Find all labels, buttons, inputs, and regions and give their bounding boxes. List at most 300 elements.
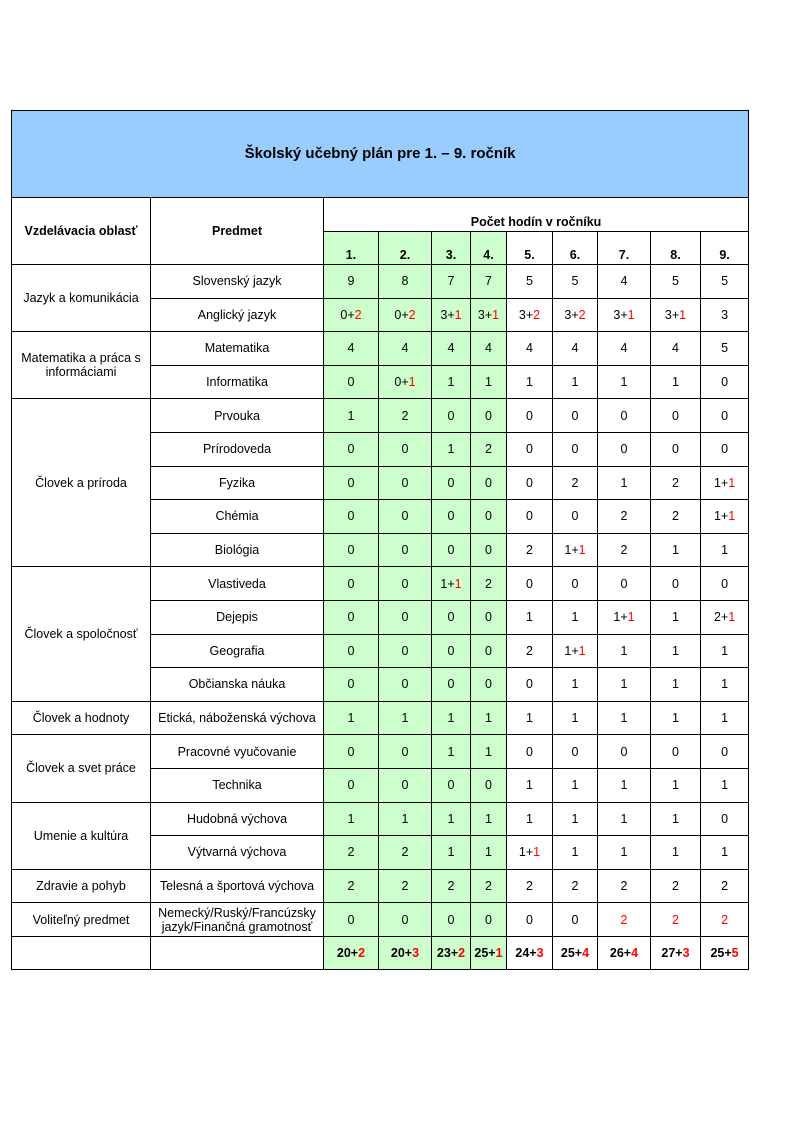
hours-cell: [507, 836, 553, 870]
hours-cell: [701, 298, 749, 332]
hours-cell: [432, 533, 471, 567]
hours-cell: [379, 567, 432, 601]
hours-cell: [432, 432, 471, 466]
hours-extra: 1: [728, 610, 736, 625]
hours-cell: [553, 399, 598, 433]
hours-base: 1: [672, 643, 679, 658]
subject-cell: Dejepis: [151, 600, 324, 634]
hours-base: 0: [447, 610, 455, 625]
hours-base: 1: [447, 811, 455, 826]
hours-base: 0+: [394, 375, 409, 390]
hours-extra: 1: [454, 307, 462, 322]
hours-base: 0: [447, 778, 455, 793]
hours-extra: 1: [492, 307, 500, 322]
grade-header: 7.: [598, 232, 651, 265]
hours-cell: [432, 298, 471, 332]
subject-cell: Výtvarná výchova: [151, 836, 324, 870]
hours-cell: [553, 735, 598, 769]
hours-cell: [598, 567, 651, 601]
hours-cell: [471, 600, 507, 634]
hours-extra: 1: [728, 475, 736, 490]
hours-base: 0: [721, 744, 729, 759]
hours-base: 0: [485, 610, 492, 625]
hours-base: 1: [485, 744, 492, 759]
hours-base: 4: [347, 341, 355, 356]
subject-cell: Prírodoveda: [151, 432, 324, 466]
hours-cell: [379, 634, 432, 668]
hours-extra: 1: [578, 643, 586, 658]
hours-base: 0: [526, 509, 533, 524]
hours-cell: [379, 399, 432, 433]
hours-base: 0: [447, 643, 455, 658]
hours-cell: [432, 399, 471, 433]
hours-cell: [553, 365, 598, 399]
hours-cell: [553, 466, 598, 500]
hours-extra: 4: [582, 946, 590, 961]
hours-cell: [651, 634, 701, 668]
subject-cell: Vlastiveda: [151, 567, 324, 601]
hours-cell: [701, 265, 749, 299]
hours-base: 0: [347, 543, 355, 558]
hours-cell: [471, 365, 507, 399]
hours-cell: [553, 802, 598, 836]
table-row: [12, 332, 749, 366]
hours-base: 0: [721, 408, 729, 423]
hours-base: 0: [526, 576, 533, 591]
hours-cell: [471, 533, 507, 567]
hours-base: 4: [620, 341, 628, 356]
hours-cell: [701, 634, 749, 668]
hours-base: 0: [526, 744, 533, 759]
hours-base: 2: [447, 878, 455, 893]
hours-base: 1: [485, 845, 492, 860]
hours-base: 0: [347, 677, 355, 692]
hours-base: 0: [571, 744, 579, 759]
hours-base: 2: [401, 408, 409, 423]
table-row: [12, 903, 749, 937]
hours-base: 1: [620, 845, 628, 860]
hours-cell: [553, 265, 598, 299]
hours-extra: 1: [728, 509, 736, 524]
hours-cell: [553, 668, 598, 702]
hours-base: 2: [526, 878, 533, 893]
hours-base: 1: [672, 845, 679, 860]
hours-base: 0: [401, 442, 409, 457]
hours-cell: [651, 668, 701, 702]
hours-base: 0: [447, 408, 455, 423]
hours-cell: [324, 500, 379, 534]
hours-base: 5: [672, 274, 679, 289]
hours-base: 1: [571, 811, 579, 826]
total-cell: [553, 936, 598, 970]
area-cell: Človek a hodnoty: [12, 701, 151, 735]
area-cell: Umenie a kultúra: [12, 802, 151, 869]
hours-base: 1: [721, 543, 729, 558]
hours-cell: [324, 802, 379, 836]
hours-base: 1: [347, 811, 355, 826]
hours-cell: [553, 432, 598, 466]
hours-base: 1: [447, 375, 455, 390]
subject-cell: Matematika: [151, 332, 324, 366]
hours-base: 1: [526, 375, 533, 390]
hours-extra: 1: [495, 946, 503, 961]
hours-base: 4: [485, 341, 492, 356]
hours-cell: [379, 265, 432, 299]
subject-cell: Chémia: [151, 500, 324, 534]
subject-cell: Slovenský jazyk: [151, 265, 324, 299]
hours-base: 0: [401, 643, 409, 658]
hours-cell: [651, 735, 701, 769]
hours-base: 0: [347, 643, 355, 658]
hours-cell: [379, 600, 432, 634]
hours-cell: [651, 836, 701, 870]
subject-cell: Prvouka: [151, 399, 324, 433]
hours-base: 1+: [440, 576, 455, 591]
hours-base: 0: [672, 576, 679, 591]
hours-extra: 1: [408, 375, 416, 390]
hours-base: 2: [620, 543, 628, 558]
hours-cell: [379, 298, 432, 332]
hours-cell: [507, 567, 553, 601]
hours-cell: [471, 701, 507, 735]
total-cell: [651, 936, 701, 970]
hours-base: 1: [721, 677, 729, 692]
hours-cell: [598, 668, 651, 702]
hours-base: 1: [347, 408, 355, 423]
hours-base: 0: [485, 643, 492, 658]
hours-cell: [651, 903, 701, 937]
hours-base: 8: [401, 274, 409, 289]
hours-extra: 2: [358, 946, 366, 961]
hours-cell: [432, 600, 471, 634]
hours-cell: [701, 432, 749, 466]
hours-cell: [379, 701, 432, 735]
hours-base: 0: [620, 442, 628, 457]
hours-base: 0: [571, 576, 579, 591]
hours-base: 0: [401, 610, 409, 625]
hours-base: 2: [485, 878, 492, 893]
hours-base: 1: [672, 778, 679, 793]
hours-base: 0: [401, 912, 409, 927]
hours-cell: [471, 500, 507, 534]
hours-base: 1: [447, 711, 455, 726]
hours-cell: [379, 903, 432, 937]
hours-extra: 3: [536, 946, 544, 961]
hours-cell: [701, 332, 749, 366]
hours-cell: [379, 869, 432, 903]
hours-cell: [471, 298, 507, 332]
hours-base: 20+: [336, 946, 359, 961]
grade-header: 3.: [432, 232, 471, 265]
hours-base: 0: [526, 912, 533, 927]
hours-base: 0: [672, 744, 679, 759]
hours-cell: [324, 869, 379, 903]
hours-extra: 1: [627, 610, 635, 625]
hours-base: 23+: [436, 946, 459, 961]
hours-cell: [553, 533, 598, 567]
hours-base: 1+: [518, 845, 534, 860]
area-cell: Matematika a práca s informáciami: [12, 332, 151, 399]
hours-base: 1: [526, 778, 533, 793]
hours-base: 2: [401, 878, 409, 893]
hours-base: 0: [401, 778, 409, 793]
table-row: [12, 701, 749, 735]
hours-cell: [507, 533, 553, 567]
hours-base: 0: [526, 408, 533, 423]
hours-base: 1: [721, 845, 729, 860]
hours-cell: [651, 365, 701, 399]
hours-cell: [379, 735, 432, 769]
hours-cell: [324, 768, 379, 802]
hours-base: 2: [672, 509, 679, 524]
hours-base: 0: [347, 475, 355, 490]
hours-base: 0: [447, 509, 455, 524]
hours-base: 0: [347, 912, 355, 927]
total-cell: [471, 936, 507, 970]
hours-base: 7: [485, 274, 492, 289]
hours-base: 0: [672, 408, 679, 423]
hours-base: 3: [721, 307, 729, 322]
hours-cell: [471, 432, 507, 466]
hours-base: 1: [526, 610, 533, 625]
hours-cell: [701, 466, 749, 500]
hours-cell: [432, 634, 471, 668]
hours-cell: [507, 399, 553, 433]
hours-cell: [553, 836, 598, 870]
hours-cell: [598, 365, 651, 399]
grade-header: 1.: [324, 232, 379, 265]
hours-base: 0: [347, 610, 355, 625]
hours-cell: [507, 903, 553, 937]
hours-base: 1: [571, 711, 579, 726]
hours-extra: 2: [672, 912, 679, 927]
hours-cell: [651, 432, 701, 466]
hours-base: 0: [672, 442, 679, 457]
hours-cell: [379, 668, 432, 702]
hours-base: 1: [347, 711, 355, 726]
grade-header: 6.: [553, 232, 598, 265]
hours-base: 1: [571, 610, 579, 625]
hours-cell: [324, 365, 379, 399]
hours-base: 1: [672, 375, 679, 390]
hours-cell: [598, 869, 651, 903]
hours-cell: [432, 836, 471, 870]
area-cell: Človek a príroda: [12, 399, 151, 567]
hours-cell: [432, 500, 471, 534]
hours-base: 1: [620, 778, 628, 793]
hours-cell: [507, 265, 553, 299]
table-row: [12, 567, 749, 601]
hours-extra: 1: [627, 307, 635, 322]
hours-cell: [553, 634, 598, 668]
total-cell: [598, 936, 651, 970]
hours-cell: [701, 365, 749, 399]
hours-extra: 2: [578, 307, 586, 322]
hours-cell: [432, 869, 471, 903]
hours-cell: [324, 533, 379, 567]
hours-base: 4: [401, 341, 409, 356]
hours-cell: [553, 332, 598, 366]
hours-base: 0: [721, 811, 729, 826]
subject-cell: Občianska náuka: [151, 668, 324, 702]
hours-base: 0+: [340, 307, 355, 322]
area-header: Vzdelávacia oblasť: [12, 198, 151, 265]
hours-cell: [553, 701, 598, 735]
hours-base: 5: [721, 274, 729, 289]
hours-base: 0: [401, 543, 409, 558]
subject-cell: Pracovné vyučovanie: [151, 735, 324, 769]
hours-base: 1: [672, 610, 679, 625]
hours-cell: [432, 668, 471, 702]
hours-extra: 2: [458, 946, 466, 961]
hours-cell: [598, 466, 651, 500]
hours-cell: [379, 332, 432, 366]
hours-cell: [701, 533, 749, 567]
hours-cell: [651, 533, 701, 567]
hours-cell: [471, 668, 507, 702]
hours-base: 1: [620, 375, 628, 390]
hours-cell: [471, 567, 507, 601]
hours-cell: [432, 466, 471, 500]
hours-cell: [432, 903, 471, 937]
hours-base: 0: [526, 442, 533, 457]
hours-cell: [324, 567, 379, 601]
hours-cell: [324, 298, 379, 332]
hours-base: 0: [447, 912, 455, 927]
hours-extra: 2: [408, 307, 416, 322]
hours-cell: [471, 332, 507, 366]
hours-base: 0+: [394, 307, 409, 322]
hours-base: 0: [447, 543, 455, 558]
hours-cell: [701, 836, 749, 870]
hours-base: 2: [401, 845, 409, 860]
hours-base: 0: [347, 375, 355, 390]
hours-base: 0: [721, 576, 729, 591]
hours-base: 1: [620, 643, 628, 658]
hours-base: 1: [721, 643, 729, 658]
hours-cell: [651, 802, 701, 836]
total-cell: [701, 936, 749, 970]
hours-base: 2: [485, 442, 492, 457]
hours-base: 1: [447, 442, 455, 457]
hours-cell: [651, 869, 701, 903]
hours-cell: [471, 735, 507, 769]
hours-base: 25+: [474, 946, 496, 961]
area-cell: Človek a spoločnosť: [12, 567, 151, 701]
hours-cell: [651, 265, 701, 299]
hours-base: 0: [347, 744, 355, 759]
hours-base: 0: [485, 475, 492, 490]
hours-base: 3+: [518, 307, 534, 322]
hours-extra: 3: [682, 946, 690, 961]
hours-cell: [324, 332, 379, 366]
hours-cell: [507, 634, 553, 668]
hours-cell: [432, 701, 471, 735]
hours-base: 2: [571, 475, 579, 490]
hours-cell: [471, 802, 507, 836]
hours-cell: [324, 466, 379, 500]
page-title: Školský učebný plán pre 1. – 9. ročník: [12, 111, 749, 198]
hours-cell: [432, 365, 471, 399]
hours-base: 4: [447, 341, 455, 356]
hours-cell: [324, 903, 379, 937]
hours-base: 1: [620, 677, 628, 692]
subject-cell: Technika: [151, 768, 324, 802]
hours-cell: [553, 600, 598, 634]
hours-extra: 4: [631, 946, 639, 961]
hours-base: 5: [526, 274, 533, 289]
hours-cell: [507, 365, 553, 399]
hours-cell: [598, 701, 651, 735]
hours-base: 0: [620, 744, 628, 759]
hours-base: 0: [447, 475, 455, 490]
hours-base: 2: [571, 878, 579, 893]
hours-cell: [553, 500, 598, 534]
hours-base: 0: [347, 442, 355, 457]
hours-base: 1+: [564, 543, 579, 558]
subject-cell: Informatika: [151, 365, 324, 399]
hours-cell: [651, 332, 701, 366]
area-cell: Jazyk a komunikácia: [12, 265, 151, 332]
hours-cell: [432, 265, 471, 299]
hours-base: 1: [571, 375, 579, 390]
hours-cell: [324, 668, 379, 702]
hours-cell: [471, 768, 507, 802]
hours-base: 0: [485, 778, 492, 793]
hours-base: 0: [485, 509, 492, 524]
subject-cell: Fyzika: [151, 466, 324, 500]
hours-cell: [553, 768, 598, 802]
hours-cell: [507, 500, 553, 534]
hours-base: 0: [401, 576, 409, 591]
hours-cell: [379, 836, 432, 870]
hours-cell: [598, 500, 651, 534]
hours-base: 26+: [609, 946, 632, 961]
curriculum-table: [11, 110, 749, 970]
hours-cell: [701, 399, 749, 433]
hours-cell: [471, 265, 507, 299]
total-cell: [379, 936, 432, 970]
hours-extra: 3: [412, 946, 420, 961]
subject-cell: Telesná a športová výchova: [151, 869, 324, 903]
hours-cell: [507, 600, 553, 634]
hours-cell: [553, 903, 598, 937]
hours-extra: 2: [354, 307, 362, 322]
hours-base: 2: [721, 878, 729, 893]
hours-base: 0: [526, 677, 533, 692]
hours-base: 1: [401, 711, 409, 726]
hours-cell: [651, 567, 701, 601]
hours-base: 2: [672, 475, 679, 490]
hours-cell: [507, 768, 553, 802]
hours-base: 1: [672, 677, 679, 692]
hours-base: 27+: [661, 946, 683, 961]
hours-cell: [324, 265, 379, 299]
hours-base: 1: [672, 543, 679, 558]
grade-header: 2.: [379, 232, 432, 265]
hours-base: 1: [672, 711, 679, 726]
hours-cell: [507, 466, 553, 500]
hours-cell: [379, 432, 432, 466]
hours-cell: [701, 768, 749, 802]
hours-header: Počet hodín v ročníku: [324, 198, 749, 232]
hours-cell: [598, 735, 651, 769]
hours-base: 1: [526, 811, 533, 826]
area-cell: Človek a svet práce: [12, 735, 151, 802]
hours-cell: [432, 332, 471, 366]
hours-cell: [553, 298, 598, 332]
hours-cell: [701, 567, 749, 601]
